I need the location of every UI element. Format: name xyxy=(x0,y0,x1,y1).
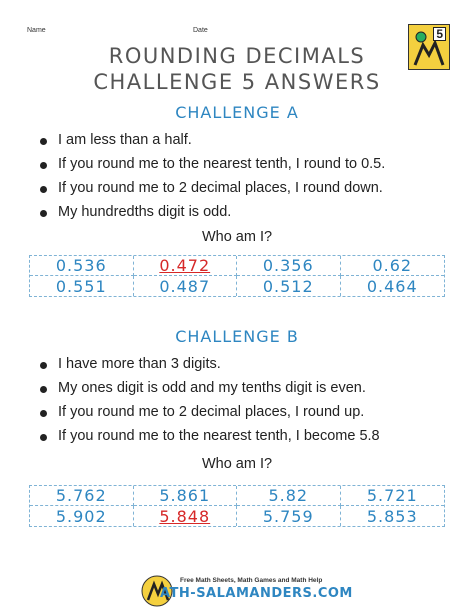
bullet-icon xyxy=(40,386,47,393)
answer-cell: 0.472 xyxy=(134,256,238,276)
option-cell: 0.487 xyxy=(134,276,238,296)
name-label: Name xyxy=(27,27,46,34)
bullet-icon xyxy=(40,186,47,193)
bullet-icon xyxy=(40,138,47,145)
option-cell: 5.721 xyxy=(341,486,445,506)
option-cell: 5.759 xyxy=(237,506,341,526)
bullet-icon xyxy=(40,162,47,169)
option-cell: 0.356 xyxy=(237,256,341,276)
challenge-a-options xyxy=(29,255,445,297)
option-cell: 5.902 xyxy=(30,506,134,526)
option-cell: 0.62 xyxy=(341,256,445,276)
footer-brand-link[interactable]: ATH-SALAMANDERS.COM xyxy=(160,586,353,601)
challenge-b-question: Who am I? xyxy=(201,456,273,472)
option-cell: 0.464 xyxy=(366,276,418,296)
option-cell: 5.82 xyxy=(237,486,341,506)
challenge-b-options xyxy=(29,485,445,527)
option-cell: 0.536 xyxy=(30,256,134,276)
challenge-a-heading: CHALLENGE A xyxy=(175,103,299,122)
bullet-icon xyxy=(40,362,47,369)
option-cell: 5.861 xyxy=(134,486,238,506)
page-title-line-2: CHALLENGE 5 ANSWERS xyxy=(93,70,381,94)
bullet-icon xyxy=(40,210,47,217)
page-title-line-1: ROUNDING DECIMALS xyxy=(108,44,366,68)
date-label: Date xyxy=(193,27,208,34)
footer-tagline: Free Math Sheets, Math Games and Math Help xyxy=(180,577,323,584)
option-cell: 5.853 xyxy=(366,506,418,526)
grade-number: 5 xyxy=(433,27,446,41)
bullet-icon xyxy=(40,410,47,417)
challenge-a-question: Who am I? xyxy=(201,229,273,245)
bullet-icon xyxy=(40,434,47,441)
option-cell: 5.762 xyxy=(30,486,134,506)
answer-cell: 5.848 xyxy=(134,506,238,526)
option-cell: 0.551 xyxy=(30,276,134,296)
challenge-b-heading: CHALLENGE B xyxy=(175,327,299,346)
option-cell: 0.512 xyxy=(237,276,341,296)
